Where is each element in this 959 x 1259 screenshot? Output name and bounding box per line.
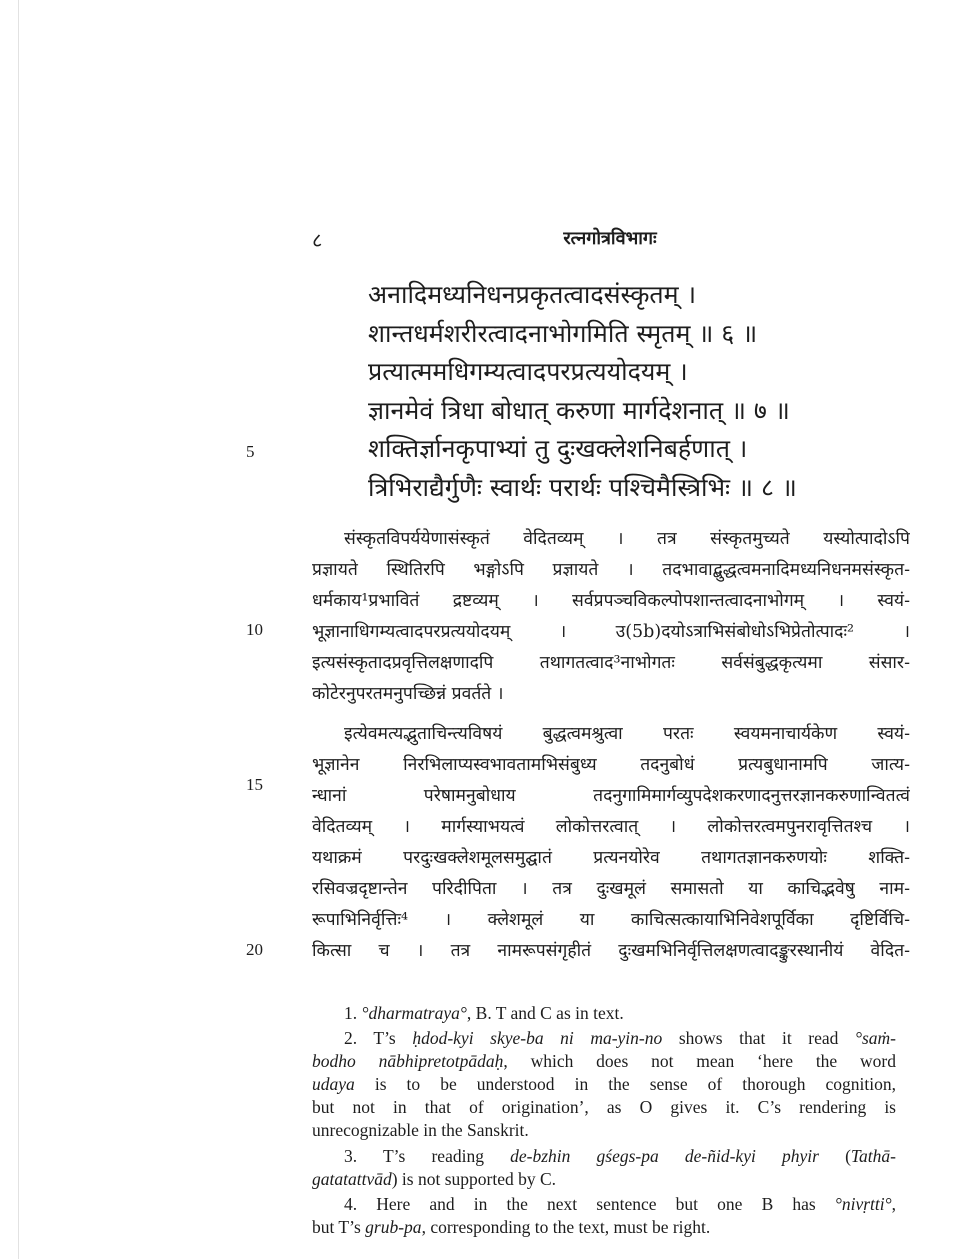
text: 4. Here and in the next sentence but one B has — [344, 1194, 835, 1214]
line-number: 20 — [246, 940, 263, 959]
text: ) is not supported by C. — [391, 1169, 557, 1189]
text-line: रसिवज्रदृष्टान्तेन परिदीपिता । तत्र दुःखमूलं समासतो या काचिद्भवेषु नाम- — [312, 879, 910, 899]
page-number: ८ — [312, 228, 323, 252]
text: ( — [818, 1146, 851, 1166]
footnote-4-line — [344, 1193, 896, 1215]
text-line: इत्येवमत्यद्भुताचिन्त्यविषयं बुद्धत्वमश्रुत्वा परतः स्वयमनाचार्यकेण स्वयं- — [344, 724, 910, 744]
text: unrecognizable in the Sanskrit. — [312, 1120, 529, 1140]
footnote-2-line — [312, 1096, 896, 1118]
footnote-2-line — [312, 1050, 896, 1072]
text: , corresponding to the text, must be right. — [421, 1217, 711, 1237]
text-line: संस्कृतविपर्ययेणासंस्कृतं वेदितव्यम् । तत्र संस्कृतमुच्यते यस्योत्पादोऽपि — [344, 529, 910, 549]
text-line: कोटेरनुपरतमनुपच्छिन्नं प्रवर्तते । — [312, 684, 504, 704]
text: but T’s — [312, 1217, 366, 1237]
text: 1. — [344, 1003, 362, 1023]
italic-text: grub-pa — [365, 1217, 422, 1237]
footnote-1-line — [344, 1002, 896, 1024]
line-number: 15 — [246, 775, 263, 794]
italic-text: bodho nābhipretotpādaḥ — [312, 1051, 504, 1071]
italic-text: °saṁ- — [854, 1028, 897, 1048]
text: , which does not mean ‘here the word — [503, 1051, 897, 1071]
text-line: धर्मकाय¹प्रभावितं द्रष्टव्यम् । सर्वप्रपञ्चविकल्पोपशान्तत्वादनाभोगम् । स्वयं- — [312, 591, 910, 611]
verse-line: शक्तिर्ज्ञानकृपाभ्यां तु दुःखक्लेशनिबर्हणात् । — [368, 434, 748, 463]
text-line: यथाक्रमं परदुःखक्लेशमूलसमुद्घातं प्रत्यनयोरेव तथागतज्ञानकरुणयोः शक्ति- — [312, 848, 910, 868]
line-number: 10 — [246, 620, 263, 639]
verse-line: शान्तधर्मशरीरत्वादनाभोगमिति स्मृतम् ॥ ६ ॥ — [368, 319, 758, 348]
italic-text: de-bzhin gśegs-pa de-ñid-kyi phyir — [510, 1146, 819, 1166]
page-edge — [18, 0, 19, 1259]
verse-line: प्रत्यात्ममधिगम्यत्वादपरप्रत्ययोदयम् । — [368, 357, 688, 386]
running-title: रत्नगोत्रविभागः — [563, 228, 657, 249]
text: shows that it read — [662, 1028, 855, 1048]
verse-line: त्रिभिराद्यैर्गुणैः स्वार्थः परार्थः पश्चिमैस्त्रिभिः ॥ ८ ॥ — [368, 473, 797, 502]
text: , — [891, 1194, 896, 1214]
footnote-2-line — [312, 1073, 896, 1095]
footnote-3-line — [344, 1145, 896, 1167]
footnote-2-line — [344, 1027, 896, 1049]
text-line: वेदितव्यम् । मार्गस्याभयत्वं लोकोत्तरत्वात् । लोकोत्तरत्वमपुनरावृत्तितश्च । — [312, 817, 910, 837]
verse-line: ज्ञानमेवं त्रिधा बोधात् करुणा मार्गदेशनात् ॥ ७ ॥ — [368, 396, 790, 425]
text-line: इत्यसंस्कृतादप्रवृत्तिलक्षणादपि तथागतत्वाद³नाभोगतः सर्वसंबुद्धकृत्यमा संसार- — [312, 653, 910, 673]
text-line: भूज्ञानाधिगम्यत्वादपरप्रत्ययोदयम् । उ(5b)दयोऽत्राभिसंबोधोऽभिप्रेतोत्पादः² । — [312, 622, 910, 642]
text: but not in that of origination’, as O gives it. C’s rendering is — [312, 1097, 896, 1117]
italic-text: °nivṛtti° — [834, 1194, 892, 1214]
line-number: 5 — [246, 442, 255, 461]
verse-line: अनादिमध्यनिधनप्रकृतत्वादसंस्कृतम् । — [368, 280, 697, 309]
footnote-2-line — [312, 1119, 896, 1141]
footnote-4-line — [312, 1216, 896, 1238]
italic-text: Tathā- — [850, 1146, 896, 1166]
italic-text: udaya — [312, 1074, 355, 1094]
text: is to be understood in the sense of thorough cognition, — [354, 1074, 896, 1094]
text: 3. T’s reading — [344, 1146, 511, 1166]
footnote-3-line — [312, 1168, 896, 1190]
italic-text: ḥdod-kyi skye-ba ni ma-yin-no — [412, 1028, 663, 1048]
italic-text: °dharmatraya° — [361, 1003, 467, 1023]
text-line: रूपाभिनिर्वृत्तिः⁴ । क्लेशमूलं या काचित्सत्कायाभिनिवेशपूर्विका दृष्टिर्विचि- — [312, 910, 910, 930]
text-line: कित्सा च । तत्र नामरूपसंगृहीतं दुःखमभिनिर्वृत्तिलक्षणत्वादङ्कुरस्थानीयं वेदित- — [312, 941, 910, 961]
text-line: भूज्ञानेन निरभिलाप्यस्वभावतामभिसंबुध्य तदनुबोधं प्रत्यबुधानामपि जात्य- — [312, 755, 910, 775]
text: 2. T’s — [344, 1028, 413, 1048]
text-line: प्रज्ञायते स्थितिरपि भङ्गोऽपि प्रज्ञायते । तदभावाद्बुद्धत्वमनादिमध्यनिधनमसंस्कृत- — [312, 560, 910, 580]
text-line: न्धानां परेषामनुबोधाय तदनुगामिमार्गव्युपदेशकरणादनुत्तरज्ञानकरुणान्वितत्वं — [312, 786, 910, 806]
italic-text: gatatattvād — [312, 1169, 392, 1189]
text: , B. T and C as in text. — [466, 1003, 624, 1023]
